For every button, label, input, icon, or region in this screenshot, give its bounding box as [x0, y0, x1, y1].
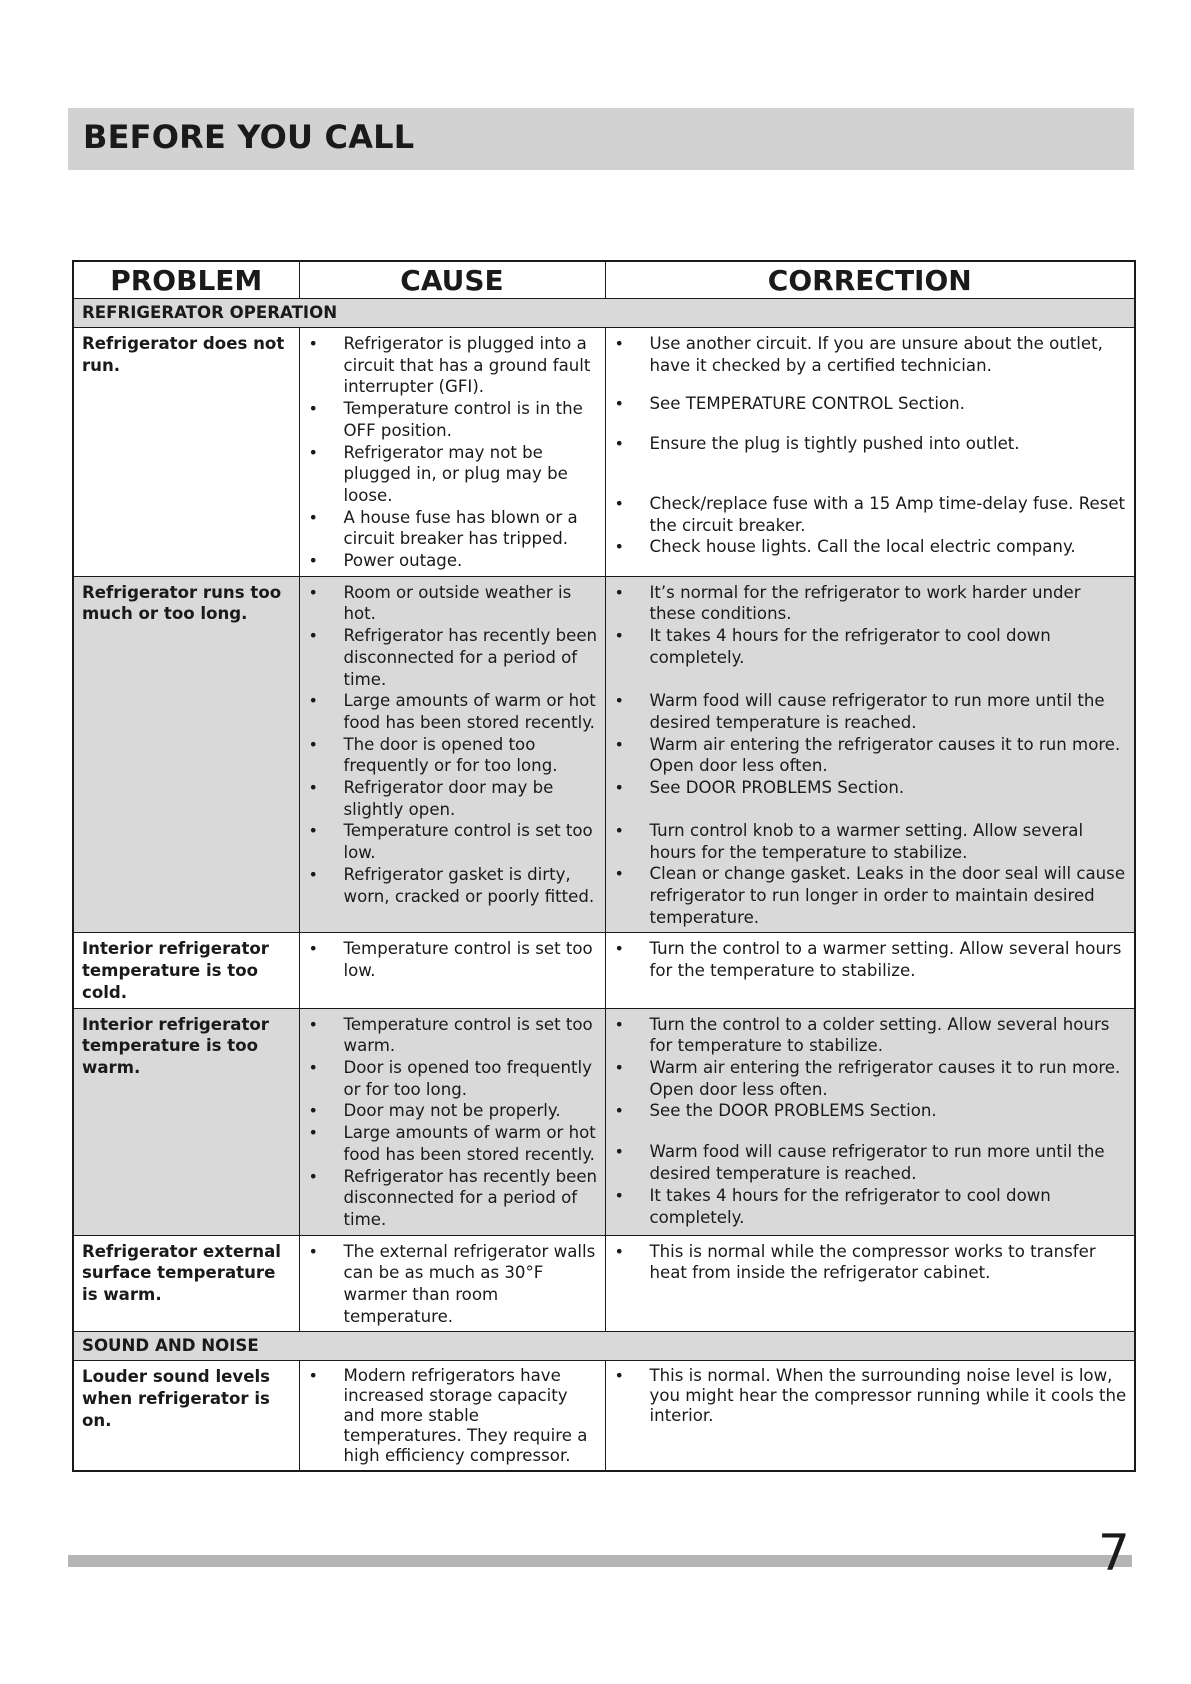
correction-item: • Check house lights. Call the local electric company.	[614, 537, 1076, 557]
cause-item: • Power outage.	[308, 551, 463, 571]
bullet-icon: •	[308, 399, 318, 419]
problem-cell: Louder sound levels when refrigerator is on.	[73, 1361, 299, 1472]
cause-item: • Modern refrigerators have increased storage capacity and more stable temperatures. They require a high efficiency compressor.	[308, 1366, 588, 1466]
cause-cell	[299, 933, 605, 1008]
bullet-icon: •	[614, 864, 624, 884]
correction-item: • Turn the control to a colder setting. Allow several hours for temperature to stabilize.	[614, 1014, 1110, 1056]
section-label: REFRIGERATOR OPERATION	[73, 299, 1135, 328]
problem-cell: Interior refrigerator temperature is too cold.	[73, 933, 299, 1008]
bullet-icon: •	[614, 626, 624, 646]
page-header-banner	[68, 108, 1134, 170]
bullet-icon: •	[308, 734, 318, 754]
bullet-icon: •	[308, 1123, 318, 1143]
cause-item: • Refrigerator has recently been disconnected for a period of time.	[308, 1166, 598, 1229]
cause-item: • Room or outside weather is hot.	[308, 582, 572, 624]
bullet-icon: •	[614, 494, 624, 513]
correction-cell	[605, 933, 1135, 1008]
table-row	[73, 576, 1135, 933]
bullet-icon: •	[614, 1366, 624, 1386]
correction-item: • See TEMPERATURE CONTROL Section.	[614, 394, 965, 413]
cause-item: • Temperature control is set too low.	[308, 821, 593, 863]
cause-item: • Refrigerator door may be slightly open.	[308, 778, 554, 819]
cause-item: • Temperature control is in the OFF position.	[308, 399, 583, 440]
table-row	[73, 1361, 1135, 1472]
correction-cell	[605, 1361, 1135, 1472]
bullet-icon: •	[614, 1057, 624, 1077]
cause-cell	[299, 576, 605, 933]
column-header-cause: CAUSE	[299, 261, 605, 299]
bullet-icon: •	[308, 1057, 318, 1077]
table-row	[73, 933, 1135, 1008]
bullet-icon: •	[308, 821, 318, 841]
cause-item: • Refrigerator gasket is dirty, worn, cracked or poorly fitted.	[308, 864, 595, 906]
problem-cell: Refrigerator runs too much or too long.	[73, 576, 299, 933]
cause-item: • Refrigerator is plugged into a circuit that has a ground fault interrupter (GFI).	[308, 334, 591, 397]
correction-item: • Turn control knob to a warmer setting. Allow several hours for the temperature to stabilize.	[614, 820, 1084, 862]
bullet-icon: •	[614, 537, 624, 557]
correction-item: • Turn the control to a warmer setting. Allow several hours for the temperature to stabilize.	[614, 939, 1122, 981]
correction-item: • See the DOOR PROBLEMS Section.	[614, 1101, 937, 1121]
correction-item: • It takes 4 hours for the refrigerator to cool down completely.	[614, 1185, 1051, 1227]
bullet-icon: •	[308, 691, 318, 711]
correction-item: • Clean or change gasket. Leaks in the door seal will cause refrigerator to run longer in order to maintain desired temperature.	[614, 864, 1126, 927]
bullet-icon: •	[614, 1241, 624, 1261]
correction-item: • Warm air entering the refrigerator causes it to run more. Open door less often.	[614, 1057, 1121, 1099]
correction-cell	[605, 576, 1135, 933]
correction-cell	[605, 1008, 1135, 1235]
problem-cell: Refrigerator external surface temperature is warm.	[73, 1235, 299, 1332]
bullet-icon: •	[308, 939, 318, 959]
cause-item: • A house fuse has blown or a circuit breaker has tripped.	[308, 507, 578, 549]
bullet-icon: •	[308, 582, 318, 602]
bullet-icon: •	[614, 777, 624, 797]
bullet-icon: •	[614, 582, 624, 602]
cause-item: • Door may not be properly.	[308, 1101, 561, 1121]
bullet-icon: •	[308, 1366, 318, 1386]
bullet-icon: •	[308, 864, 318, 884]
footer-bar	[68, 1555, 1132, 1567]
bullet-icon: •	[614, 434, 624, 453]
section-label: SOUND AND NOISE	[73, 1332, 1135, 1361]
bullet-icon: •	[308, 1166, 318, 1186]
cause-cell	[299, 328, 605, 577]
correction-item: • This is normal. When the surrounding noise level is low, you might hear the compressor running while it cools the interior.	[614, 1366, 1127, 1426]
table-row	[73, 328, 1135, 577]
correction-item: • This is normal while the compressor works to transfer heat from inside the refrigerator cabinet.	[614, 1241, 1096, 1283]
bullet-icon: •	[614, 334, 624, 353]
cause-item: • The external refrigerator walls can be as much as 30°F warmer than room temperature.	[308, 1241, 596, 1326]
cause-item: • Door is opened too frequently or for too long.	[308, 1057, 592, 1099]
bullet-icon: •	[308, 1014, 318, 1034]
bullet-icon: •	[614, 734, 624, 754]
bullet-icon: •	[308, 442, 318, 462]
page-number: 7	[1098, 1524, 1130, 1582]
cause-item: • Refrigerator has recently been disconnected for a period of time.	[308, 626, 598, 689]
bullet-icon: •	[614, 1185, 624, 1205]
page-title: BEFORE YOU CALL	[83, 118, 415, 156]
bullet-icon: •	[614, 939, 624, 959]
cause-item: • Temperature control is set too warm.	[308, 1014, 593, 1056]
bullet-icon: •	[308, 551, 318, 571]
bullet-icon: •	[614, 820, 624, 840]
bullet-icon: •	[614, 1142, 624, 1162]
column-header-correction: CORRECTION	[605, 261, 1135, 299]
problem-cell: Refrigerator does not run.	[73, 328, 299, 577]
bullet-icon: •	[308, 626, 318, 646]
cause-item: • Refrigerator may not be plugged in, or plug may be loose.	[308, 442, 568, 505]
bullet-icon: •	[614, 394, 624, 413]
table-row	[73, 1235, 1135, 1332]
bullet-icon: •	[614, 691, 624, 711]
section-row	[73, 1332, 1135, 1361]
correction-item: • It takes 4 hours for the refrigerator to cool down completely.	[614, 626, 1051, 667]
table-header-row	[73, 261, 1135, 299]
bullet-icon: •	[308, 1101, 318, 1121]
correction-item: • Warm food will cause refrigerator to run more until the desired temperature is reached.	[614, 1142, 1105, 1184]
cause-item: • The door is opened too frequently or for too long.	[308, 734, 558, 776]
correction-item: • Ensure the plug is tightly pushed into outlet.	[614, 434, 1020, 453]
troubleshooting-table	[72, 260, 1136, 1472]
bullet-icon: •	[614, 1101, 624, 1121]
bullet-icon: •	[308, 334, 318, 353]
cause-item: • Temperature control is set too low.	[308, 939, 593, 981]
bullet-icon: •	[308, 1241, 318, 1261]
correction-item: • Warm air entering the refrigerator causes it to run more. Open door less often.	[614, 734, 1121, 776]
cause-cell	[299, 1235, 605, 1332]
bullet-icon: •	[308, 507, 318, 527]
correction-cell	[605, 1235, 1135, 1332]
bullet-icon: •	[308, 778, 318, 798]
problem-cell: Interior refrigerator temperature is too warm.	[73, 1008, 299, 1235]
correction-item: • It’s normal for the refrigerator to work harder under these conditions.	[614, 582, 1081, 624]
correction-item: • Use another circuit. If you are unsure about the outlet, have it checked by a certified technician.	[614, 334, 1103, 375]
correction-item: • Check/replace fuse with a 15 Amp time-delay fuse. Reset the circuit breaker.	[614, 494, 1126, 535]
section-row	[73, 299, 1135, 328]
correction-item: • Warm food will cause refrigerator to run more until the desired temperature is reached.	[614, 691, 1105, 732]
table-row	[73, 1008, 1135, 1235]
cause-cell	[299, 1361, 605, 1472]
column-header-problem: PROBLEM	[73, 261, 299, 299]
cause-item: • Large amounts of warm or hot food has been stored recently.	[308, 691, 596, 732]
cause-cell	[299, 1008, 605, 1235]
bullet-icon: •	[614, 1014, 624, 1034]
correction-item: • See DOOR PROBLEMS Section.	[614, 777, 905, 797]
cause-item: • Large amounts of warm or hot food has been stored recently.	[308, 1123, 596, 1164]
correction-cell	[605, 328, 1135, 577]
